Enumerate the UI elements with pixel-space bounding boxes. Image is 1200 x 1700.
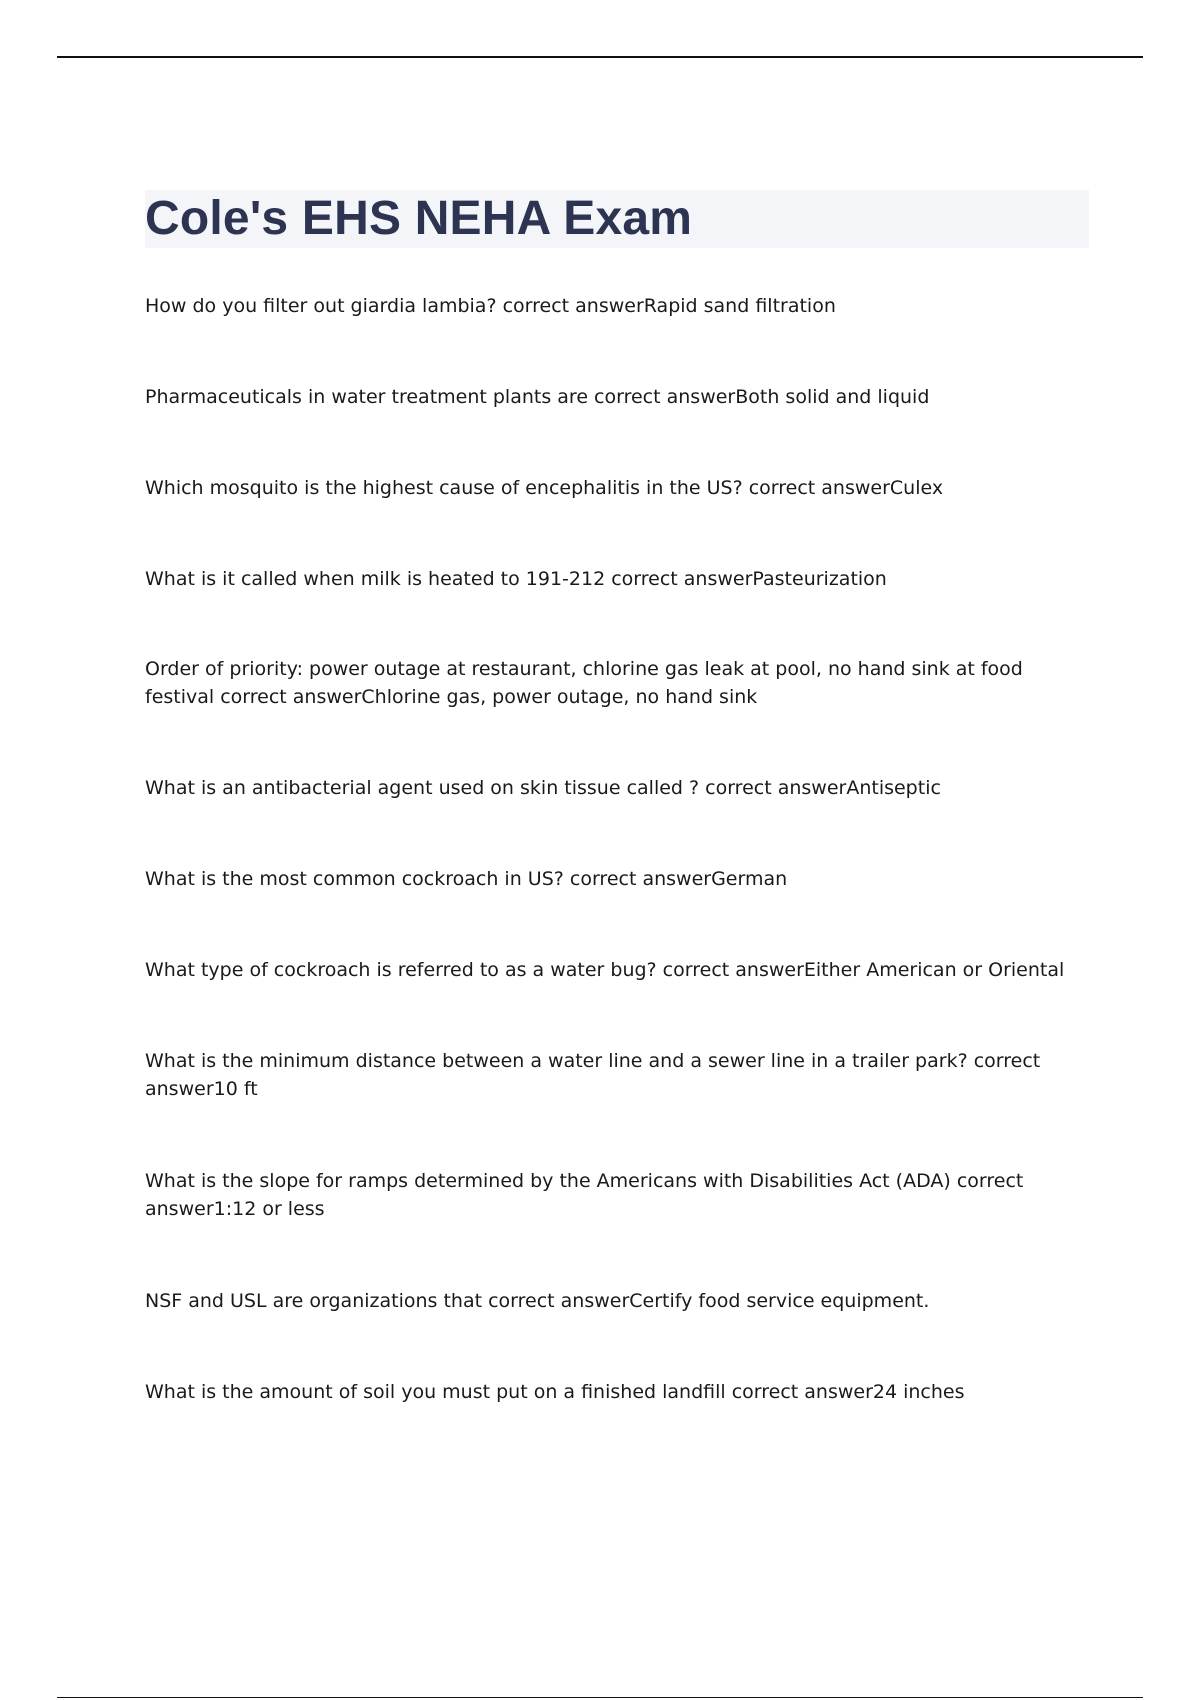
qa-item-5: Order of priority: power outage at restaurant, chlorine gas leak at pool, no hand sink at food festival correct answerChlorine gas, power outage, no hand sink [145, 658, 1023, 708]
qa-item-12: What is the amount of soil you must put on a finished landfill correct answer24 inches [145, 1381, 965, 1403]
qa-item-2: Pharmaceuticals in water treatment plants are correct answerBoth solid and liquid [145, 386, 930, 408]
qa-item-11: NSF and USL are organizations that correct answerCertify food service equipment. [145, 1290, 930, 1312]
qa-item-8: What type of cockroach is referred to as a water bug? correct answerEither American or Oriental [145, 959, 1065, 981]
qa-item-3: Which mosquito is the highest cause of encephalitis in the US? correct answerCulex [145, 477, 944, 499]
qa-item-7: What is the most common cockroach in US? correct answerGerman [145, 868, 788, 890]
qa-item-6: What is an antibacterial agent used on skin tissue called ? correct answerAntiseptic [145, 777, 941, 799]
top-rule [57, 56, 1143, 58]
qa-item-9: What is the minimum distance between a water line and a sewer line in a trailer park? correct answer10 ft [145, 1050, 1041, 1100]
qa-item-10: What is the slope for ramps determined by the Americans with Disabilities Act (ADA) correct answer1:12 or less [145, 1170, 1024, 1220]
page-title: Cole's EHS NEHA Exam [145, 192, 693, 245]
bottom-rule [57, 1697, 1143, 1698]
qa-item-1: How do you filter out giardia lambia? correct answerRapid sand filtration [145, 295, 836, 317]
qa-item-4: What is it called when milk is heated to 191-212 correct answerPasteurization [145, 568, 887, 590]
